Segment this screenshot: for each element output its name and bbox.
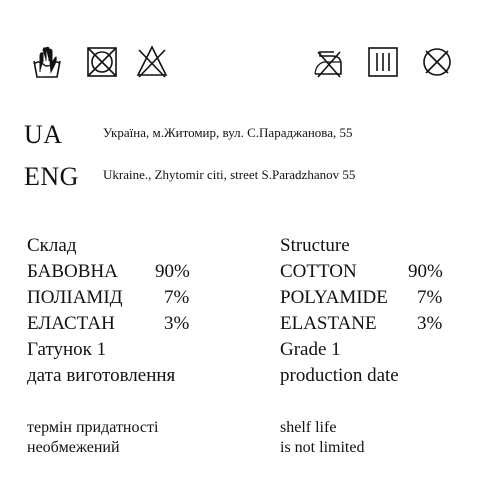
en-material-cotton: COTTON bbox=[280, 261, 357, 282]
do-not-tumble-dry-icon bbox=[86, 44, 118, 80]
do-not-bleach-icon bbox=[136, 44, 168, 80]
ua-composition-heading: Склад bbox=[27, 235, 77, 256]
ua-material-polyamide: ПОЛІАМІД bbox=[27, 287, 123, 308]
ua-address: Україна, м.Житомир, вул. С.Параджанова, 55 bbox=[103, 125, 353, 140]
eng-code: ENG bbox=[24, 162, 79, 191]
ua-production-date: дата виготовлення bbox=[27, 365, 176, 386]
ua-shelf-life-line2: необмежений bbox=[27, 439, 120, 456]
en-material-polyamide: POLYAMIDE bbox=[280, 287, 388, 308]
ua-material-elastane: ЕЛАСТАН bbox=[27, 313, 115, 334]
do-not-dry-clean-icon bbox=[421, 44, 453, 80]
en-percent-polyamide: 7% bbox=[417, 287, 443, 308]
ua-percent-cotton: 90% bbox=[155, 261, 190, 282]
hand-wash-icon bbox=[31, 44, 63, 80]
eng-address: Ukraine., Zhytomir citi, street S.Paradzhanov 55 bbox=[103, 167, 356, 182]
ua-code: UA bbox=[24, 120, 63, 149]
line-dry-icon bbox=[367, 44, 399, 80]
svg-text:ʃ: ʃ bbox=[41, 68, 44, 77]
en-production-date: production date bbox=[280, 365, 399, 386]
en-material-elastane: ELASTANE bbox=[280, 313, 377, 334]
en-grade: Grade 1 bbox=[280, 339, 341, 360]
en-percent-elastane: 3% bbox=[417, 313, 443, 334]
do-not-iron-icon bbox=[312, 44, 344, 80]
ua-material-cotton: БАВОВНА bbox=[27, 261, 118, 282]
en-composition-heading: Structure bbox=[280, 235, 350, 256]
en-shelf-life-line1: shelf life bbox=[280, 419, 337, 436]
ua-percent-polyamide: 7% bbox=[164, 287, 190, 308]
ua-shelf-life-line1: термін придатності bbox=[27, 419, 159, 436]
en-percent-cotton: 90% bbox=[408, 261, 443, 282]
ua-percent-elastane: 3% bbox=[164, 313, 190, 334]
ua-grade: Гатунок 1 bbox=[27, 339, 107, 360]
en-shelf-life-line2: is not limited bbox=[280, 439, 365, 456]
